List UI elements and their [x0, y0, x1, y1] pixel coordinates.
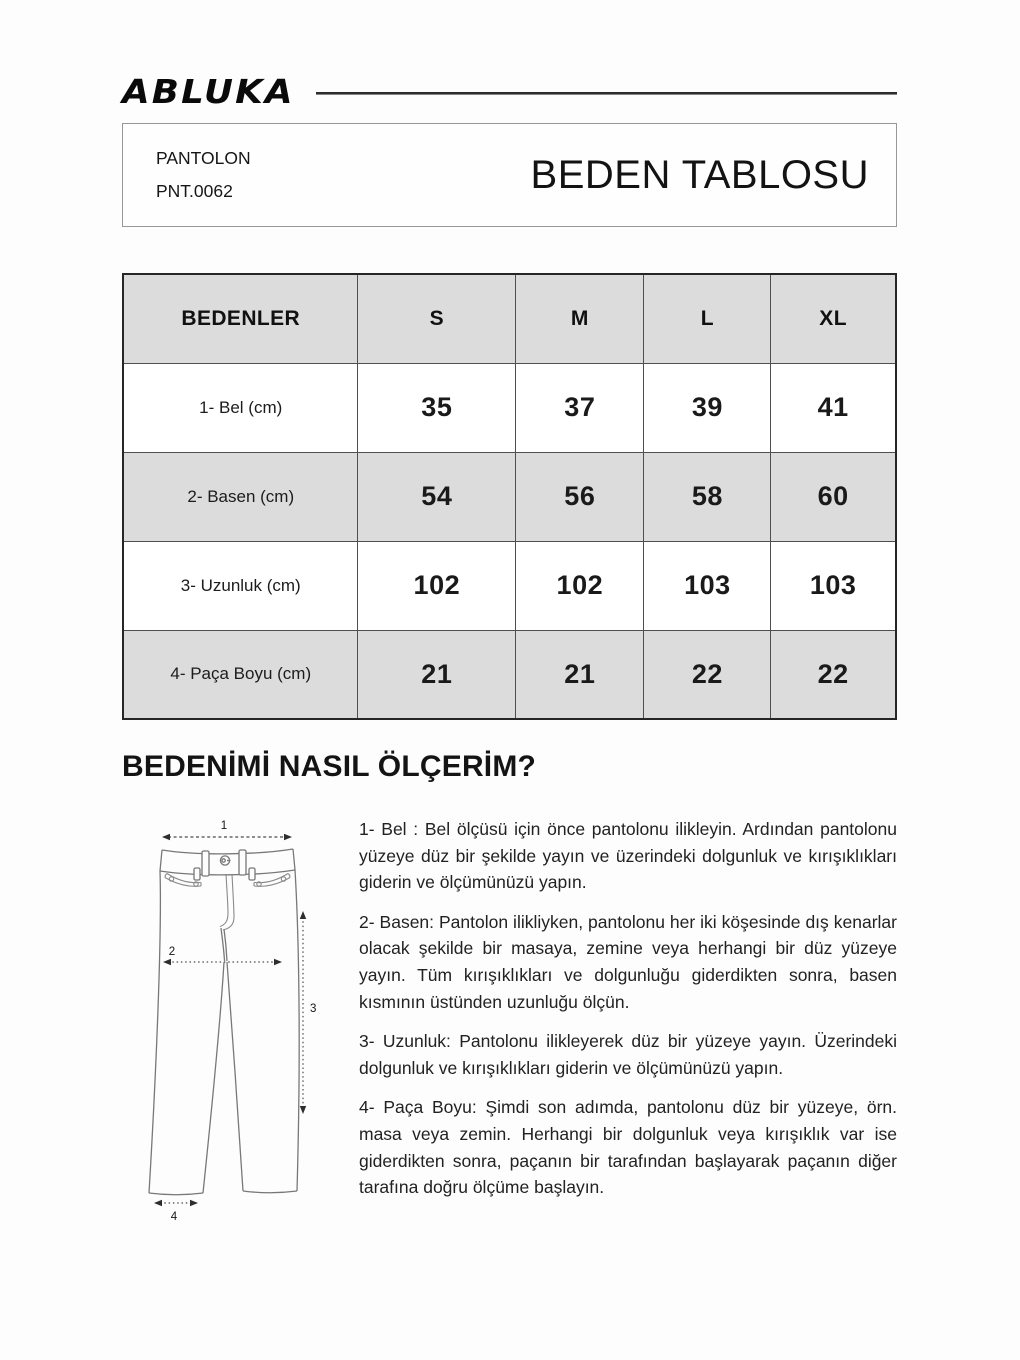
step-basen: 2- Basen: Pantolon ilikliyken, pantolonu her iki köşesinde dış kenarlar olacak şekilde bir masaya, zemine veya herhangi bir düz yüzeye yayın. Tüm kırışıklıkları ve dolgunluğu giderdikten sonra, basen kısmının üstünden uzunluğu ölçün.	[359, 911, 897, 1012]
how-to-measure-section	[122, 816, 897, 1236]
size-value-cell: 21	[516, 630, 644, 719]
brand-bar	[122, 0, 897, 110]
size-chart-title: BEDEN TABLOSU	[530, 152, 869, 197]
product-header-box	[122, 123, 897, 227]
brand-logo: ABLUKA	[122, 72, 295, 111]
how-to-measure-heading: BEDENİMİ NASIL ÖLÇERİM?	[122, 750, 537, 783]
column-header-l: L	[644, 274, 771, 363]
step-paca-boyu: 4- Paça Boyu: Şimdi son adımda, pantolonu düz bir yüzeye, örn. masa veya zemin. Herhangi bir dolgunluk veya kırışıklık var ise giderdikten sonra, paçanın bir tarafından başlayarak paçanın diğer tarafına doğru ölçüme başlayın.	[359, 1097, 897, 1198]
size-value-cell: 35	[358, 363, 516, 452]
pants-outline	[149, 849, 299, 1195]
size-value-cell: 103	[771, 541, 896, 630]
waist-measure-arrow	[162, 820, 292, 840]
size-value-cell: 21	[358, 630, 516, 719]
brand-rule-divider	[316, 92, 897, 95]
size-value-cell: 41	[771, 363, 896, 452]
column-header-xl: XL	[771, 274, 896, 363]
size-value-cell: 37	[516, 363, 644, 452]
table-row-paca-boyu	[123, 630, 896, 719]
product-type: PANTOLON	[156, 148, 251, 168]
hem-measure-label: 4	[170, 1211, 178, 1223]
product-code: PNT.0062	[156, 181, 233, 201]
row-label-cell: 2- Basen (cm)	[123, 452, 358, 541]
column-header-m: M	[516, 274, 644, 363]
size-value-cell: 60	[771, 452, 896, 541]
measurement-steps	[359, 816, 897, 1236]
size-value-cell: 22	[771, 630, 896, 719]
hip-measure-arrow	[163, 946, 282, 965]
size-value-cell: 39	[644, 363, 771, 452]
row-label-cell: 3- Uzunluk (cm)	[123, 541, 358, 630]
column-header-s: S	[358, 274, 516, 363]
size-table	[122, 273, 897, 720]
length-measure-arrow	[300, 911, 317, 1114]
column-header-bedenler: BEDENLER	[123, 274, 358, 363]
belt-loop	[194, 868, 200, 880]
belt-loop	[202, 851, 209, 876]
size-value-cell: 102	[358, 541, 516, 630]
size-value-cell: 22	[644, 630, 771, 719]
table-row-uzunluk	[123, 541, 896, 630]
size-value-cell: 54	[358, 452, 516, 541]
size-value-cell: 102	[516, 541, 644, 630]
step-uzunluk: 3- Uzunluk: Pantolonu ilikleyerek düz bir yüzeye yayın. Üzerindeki dolgunluk ve kırışıklıkları giderin ve ölçümünüzü yapın.	[359, 1031, 897, 1078]
size-value-cell: 56	[516, 452, 644, 541]
row-label-cell: 1- Bel (cm)	[123, 363, 358, 452]
table-row-bel	[123, 363, 896, 452]
hip-measure-label: 2	[168, 946, 176, 958]
step-bel: 1- Bel : Bel ölçüsü için önce pantolonu ilikleyin. Ardından pantolonu yüzeye düz bir şekilde yayın ve üzerindeki dolgunluk ve kırışıklıkları giderin ve ölçümünüzü yapın.	[359, 819, 897, 893]
hem-measure-arrow	[154, 1200, 198, 1223]
size-value-cell: 103	[644, 541, 771, 630]
waist-button	[220, 856, 230, 865]
size-table-header-row	[123, 274, 896, 363]
size-value-cell: 58	[644, 452, 771, 541]
belt-loop	[239, 850, 246, 875]
table-row-basen	[123, 452, 896, 541]
pants-diagram	[130, 816, 330, 1236]
right-pocket	[254, 874, 290, 887]
length-measure-label: 3	[310, 1003, 317, 1015]
pants-technical-drawing-image	[130, 816, 330, 1231]
product-info	[156, 142, 251, 208]
belt-loop	[249, 868, 255, 880]
waist-measure-label: 1	[220, 820, 228, 832]
row-label-cell: 4- Paça Boyu (cm)	[123, 630, 358, 719]
